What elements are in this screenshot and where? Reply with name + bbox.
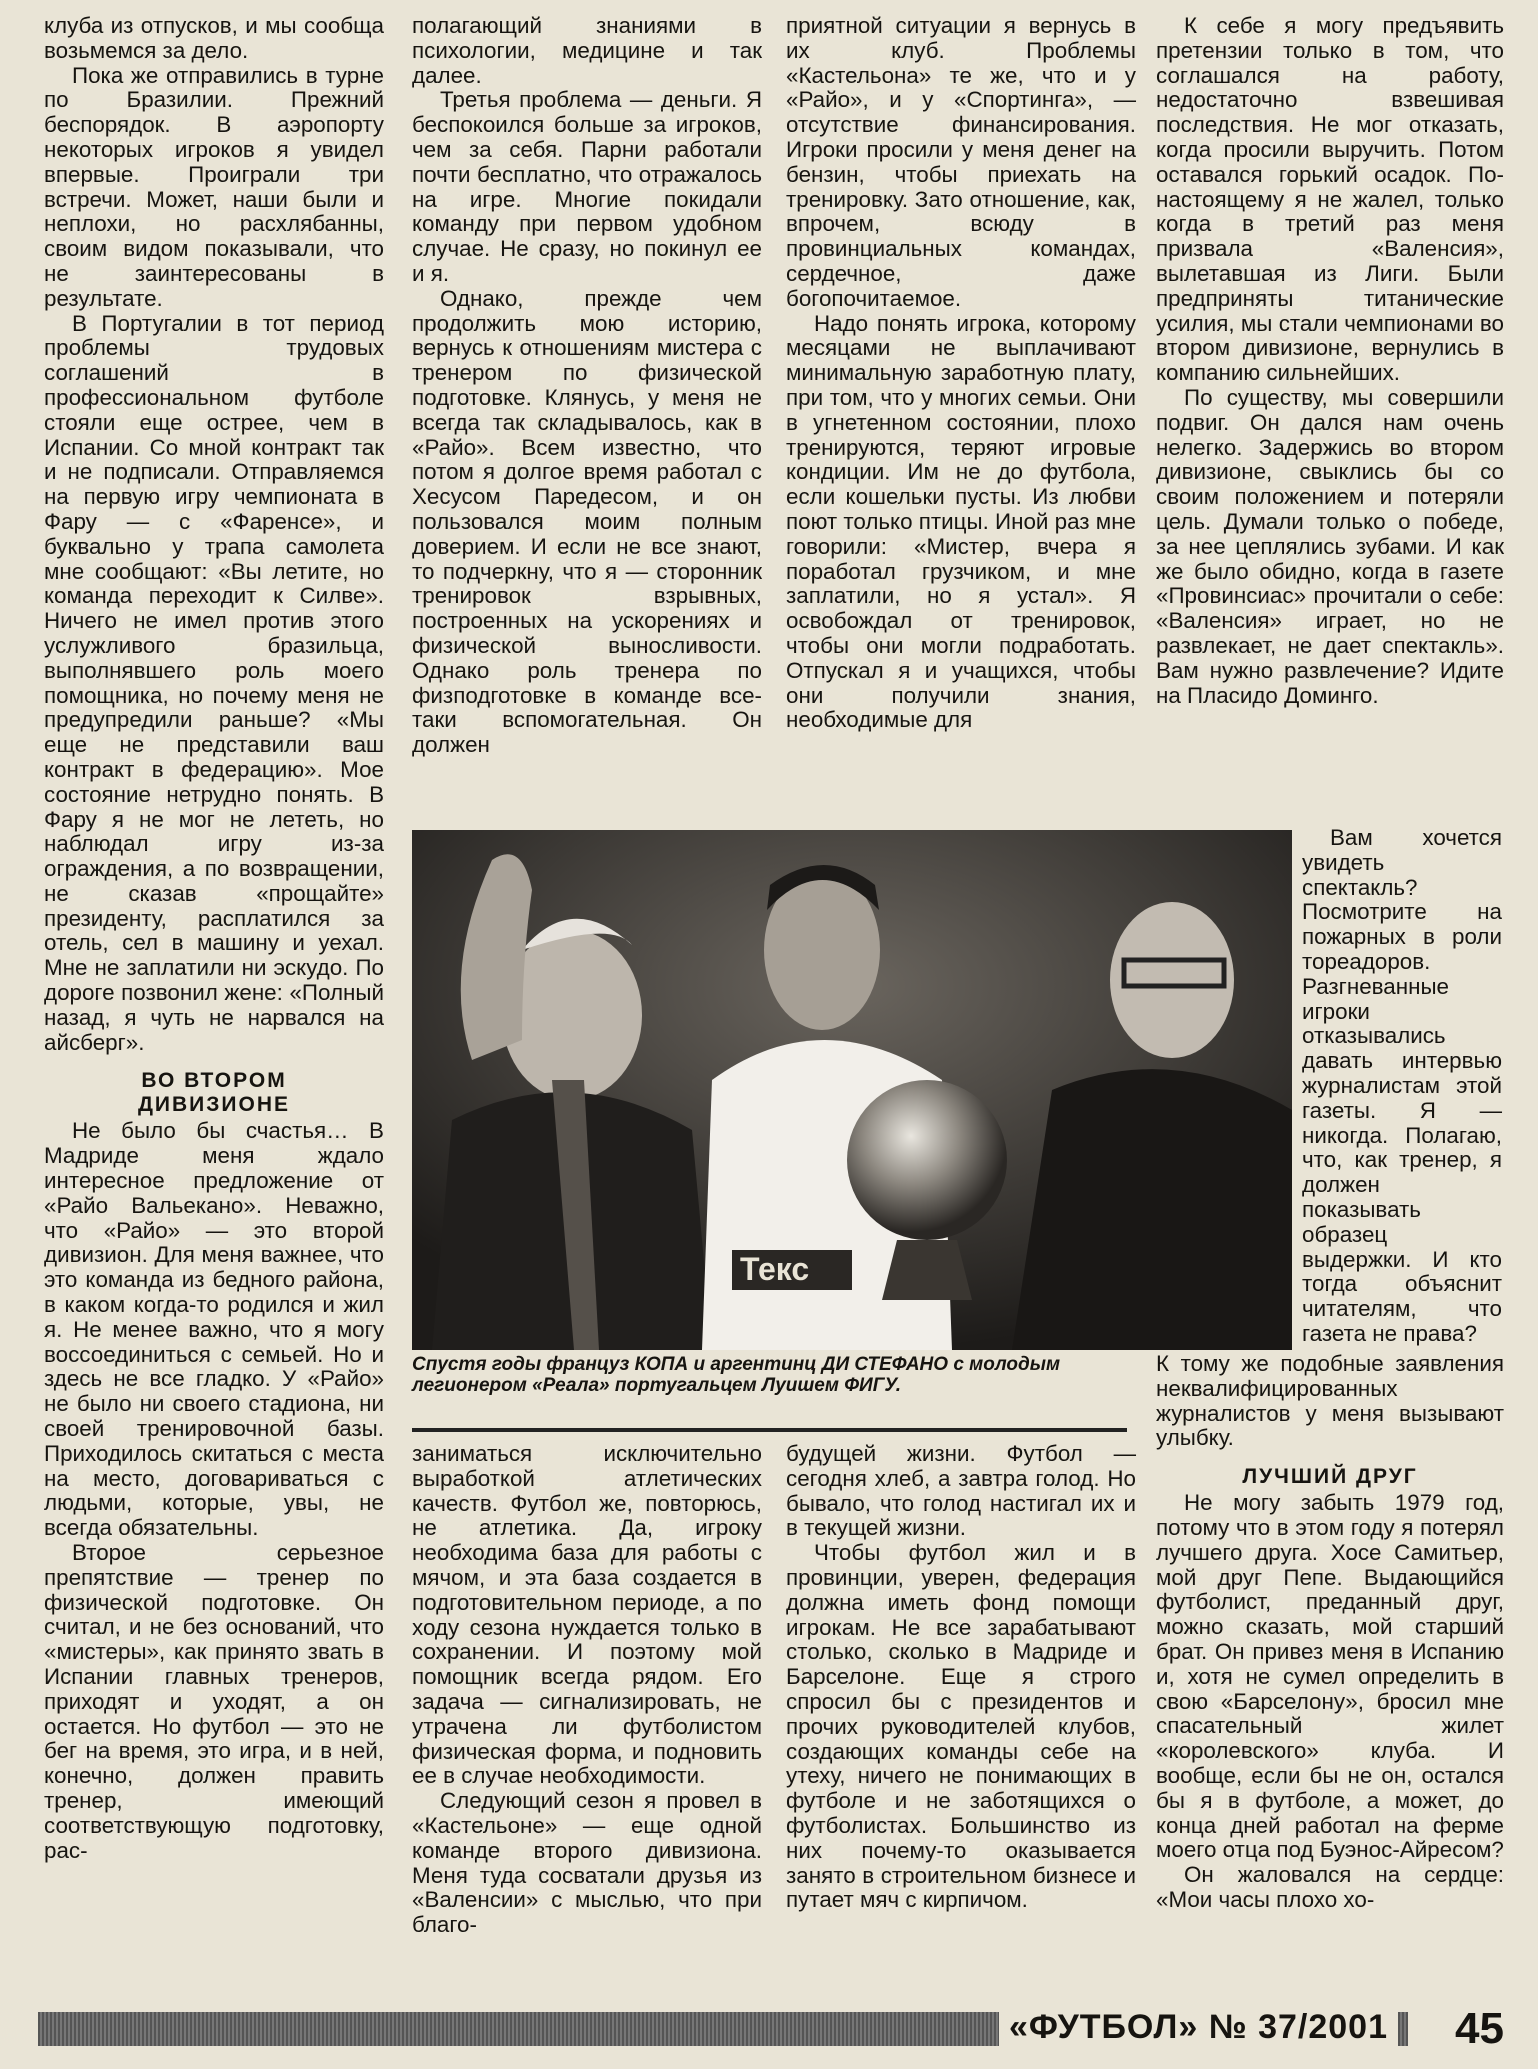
paragraph: К тому же подобные заявления неквалифицированных журналистов у меня вызывают улыбку. <box>1156 1351 1504 1451</box>
photo <box>412 830 1292 1350</box>
shirt-text: Текс <box>740 1251 810 1287</box>
paragraph: Чтобы футбол жил и в провинции, уверен, федерация должна иметь фонд помощи игрокам. Не все зарабатывают столько, сколько в Мадриде и Барселоне. Еще я строго спросил бы с президентов и прочих руководителей клубов, создающих команды себе на утеху, ничего не понимающих в футболе и не заботящихся о футболистах. Большинство из них почему-то оказывается занято в строительном бизнесе и путает мяч с кирпичом. <box>786 1540 1136 1913</box>
paragraph: К себе я могу предъявить претензии только в том, что соглашался на работу, недостаточно взвешивая последствия. Не мог отказать, когда просили выручить. Потом оставался горький осадок. По-настоящему я не жалел, только когда в третий раз меня призвала «Валенсия», вылетавшая из Лиги. Были предприняты титанические усилия, мы стали чемпионами во втором дивизионе, вернулись в компанию сильнейших. <box>1156 13 1504 386</box>
column-2-bottom <box>412 1442 762 1938</box>
column-4-lower <box>1156 1352 1504 1913</box>
photo-illustration <box>412 830 1292 1350</box>
column-4-wrap <box>1302 826 1502 1347</box>
paragraph: приятной ситуации я вернусь в их клуб. Проблемы «Кастельона» те же, что и у «Райо», и у «Спортинга», — отсутствие финансирования. Игроки просили у меня денег на бензин, чтобы приехать на тренировку. Зато отношение, как, впрочем, всюду в провинциальных командах, сердечное, даже богопочитаемое. <box>786 13 1136 311</box>
column-1 <box>44 14 384 1863</box>
paragraph: Однако, прежде чем продолжить мою историю, вернусь к отношениям мистера с тренером по физической подготовке. Клянусь, у меня не всегда так складывалось, как в «Райо». Всем известно, что потом я долгое время работал с Хесусом Паредесом, и он пользовался моим полным доверием. И если не все знают, то подчеркну, что я — сторонник тренировок взрывных, построенных на ускорениях и физической выносливости. Однако роль тренера по физподготовке в команде все-таки вспомогательная. Он должен <box>412 285 762 758</box>
paragraph: Вам хочется увидеть спектакль? Посмотрите на пожарных в роли тореадоров. Разгневанные игроки отказывались давать интервью журналистам этой газеты. Я — никогда. Полагаю, что, как тренер, я должен показывать образец выдержки. И кто тогда объяснит читателям, что газета не права? <box>1302 825 1502 1346</box>
section-heading: ЛУЧШИЙ ДРУГ <box>1242 1465 1418 1489</box>
paragraph: будущей жизни. Футбол — сегодня хлеб, а завтра голод. Но бывало, что голод настигал их и в текущей жизни. <box>786 1441 1136 1541</box>
paragraph: Следующий сезон я провел в «Кастельоне» — еще одной команде второго дивизиона. Меня туда сосватали друзья из «Валенсии» с мыслью, что при благо- <box>412 1788 762 1938</box>
column-3-bottom <box>786 1442 1136 1913</box>
paragraph: В Португалии в тот период проблемы трудовых соглашений в профессиональном футболе стояли еще острее, чем в Испании. Со мной контракт так и не подписали. Отправляемся на первую игру чемпионата в Фару — с «Фаренсе», и буквально у трапа самолета мне сообщают: «Вы летите, но команда переходит к Силве». Ничего не имел против этого услужливого бразильца, выполнявшего роль моего помощника, но почему меня не предупредили раньше? «Мы еще не представили ваш контракт в федерацию». Мое состояние нетрудно понять. В Фару я не мог не лететь, но наблюдал игру из-за ограждения, а по возвращении, не сказав «прощайте» президенту, расплатился за отель, сел в машину и уехал. Мне не заплатили ни эскудо. По дороге позвонил жене: «Полный назад, я чуть не нарвался на айсберг». <box>44 310 384 1055</box>
paragraph: Он жаловался на сердце: «Мои часы плохо хо- <box>1156 1862 1504 1912</box>
paragraph: Третья проблема — деньги. Я беспокоился больше за игроков, чем за себя. Парни работали почти бесплатно, что отражалось на игре. Многие покидали команду при первом удобном случае. Не сразу, но покинул ее и я. <box>412 87 762 286</box>
paragraph: По существу, мы совершили подвиг. Он дался нам очень нелегко. Задержись во втором дивизионе, свыклись бы со своим положением и потеряли цель. Думали только о победе, за нее цеплялись зубами. И как же было обидно, когда в газете «Провинсиас» прочитали о себе: «Валенсия» играет, но не развлекает, не дает спектакль». Вам нужно развлечение? Идите на Пласидо Доминго. <box>1156 384 1504 708</box>
paragraph: Надо понять игрока, которому месяцами не выплачивают минимальную заработную плату, при том, что у многих семьи. Они в угнетенном состоянии, плохо тренируются, теряют игровые кондиции. Им не до футбола, если кошельки пусты. Из любви поют только птицы. Иной раз мне говорили: «Мистер, вчера я поработал грузчиком, и мне заплатили, но я устал». Я освобождал от тренировок, чтобы они могли подработать. Отпускал я и учащихся, чтобы они получили знания, необходимые для <box>786 310 1137 733</box>
paragraph: Не было бы счастья… В Мадриде меня ждало интересное предложение от «Райо Вальекано». Неважно, что «Райо» — это второй дивизион. Для меня важнее, что это команда из бедного района, в каком когда-то родился и жил я. Не менее важно, что я могу воссоединиться с семьей. Но и здесь не все гладко. У «Райо» не было ни своего стадиона, ни своей тренировочной базы. Приходилось скитаться с места на место, договариваться с людьми, которые, увы, не всегда обязательны. <box>44 1118 384 1541</box>
column-2-top <box>412 14 762 758</box>
photo-caption: Спустя годы француз КОПА и аргентинц ДИ СТЕФАНО с молодым легионером «Реала» португальцем Луишем ФИГУ. <box>412 1354 1061 1396</box>
paragraph: полагающий знаниями в психологии, медицине и так далее. <box>412 13 762 88</box>
column-3-top <box>786 14 1136 733</box>
publication-issue: «ФУТБОЛ» № 37/2001 <box>999 2008 1398 2047</box>
page-number: 45 <box>1455 2004 1504 2053</box>
section-heading: ВО ВТОРОМ ДИВИЗИОНЕ <box>137 1069 291 1117</box>
paragraph: Пока же отправились в турне по Бразилии. Прежний беспорядок. В аэропорту некоторых игроков я увидел впервые. Проиграли три встречи. Может, наши были и неплохи, но расхлябанны, своим видом показывали, что не заинтересованы в результате. <box>44 62 384 311</box>
paragraph: заниматься исключительно выработкой атлетических качеств. Футбол же, повторюсь, не атлетика. Да, игроку необходима база для работы с мячом, и эта база создается в подготовительном периоде, а по ходу сезона нуждается только в сохранении. И поэтому мой помощник всегда рядом. Его задача — сигнализировать, не утрачена ли футболистом физическая форма, и подновить ее в случае необходимости. <box>412 1441 762 1789</box>
caption-rule <box>412 1428 1127 1432</box>
paragraph: Второе серьезное препятствие — тренер по физической подготовке. Он считал, и не без оснований, что «мистеры», как принято звать в Испании главных тренеров, приходят и уходят, а он остается. Но футбол — это не бег на время, это игра, и в ней, конечно, должен править тренер, имеющий соответствующую подготовку, рас- <box>44 1540 384 1863</box>
column-4-top <box>1156 14 1504 708</box>
golden-ball-trophy <box>847 1080 1007 1240</box>
paragraph: Не могу забыть 1979 год, потому что в этом году я потерял лучшего друга. Хосе Самитьер, мой друг Пепе. Выдающийся футболист, преданный друг, можно сказать, мой старший брат. Он привез меня в Испанию и, хотя не сумел определить в свою «Барселону», бросил мне спасательный жилет «королевского» клуба. И вообще, если бы не он, остался бы я в футболе, а может, до конца дней работал на ферме моего отца под Буэнос-Айресом? <box>1156 1490 1504 1863</box>
paragraph: клуба из отпусков, и мы сообща возьмемся за дело. <box>44 13 384 63</box>
page-footer <box>0 2002 1538 2056</box>
